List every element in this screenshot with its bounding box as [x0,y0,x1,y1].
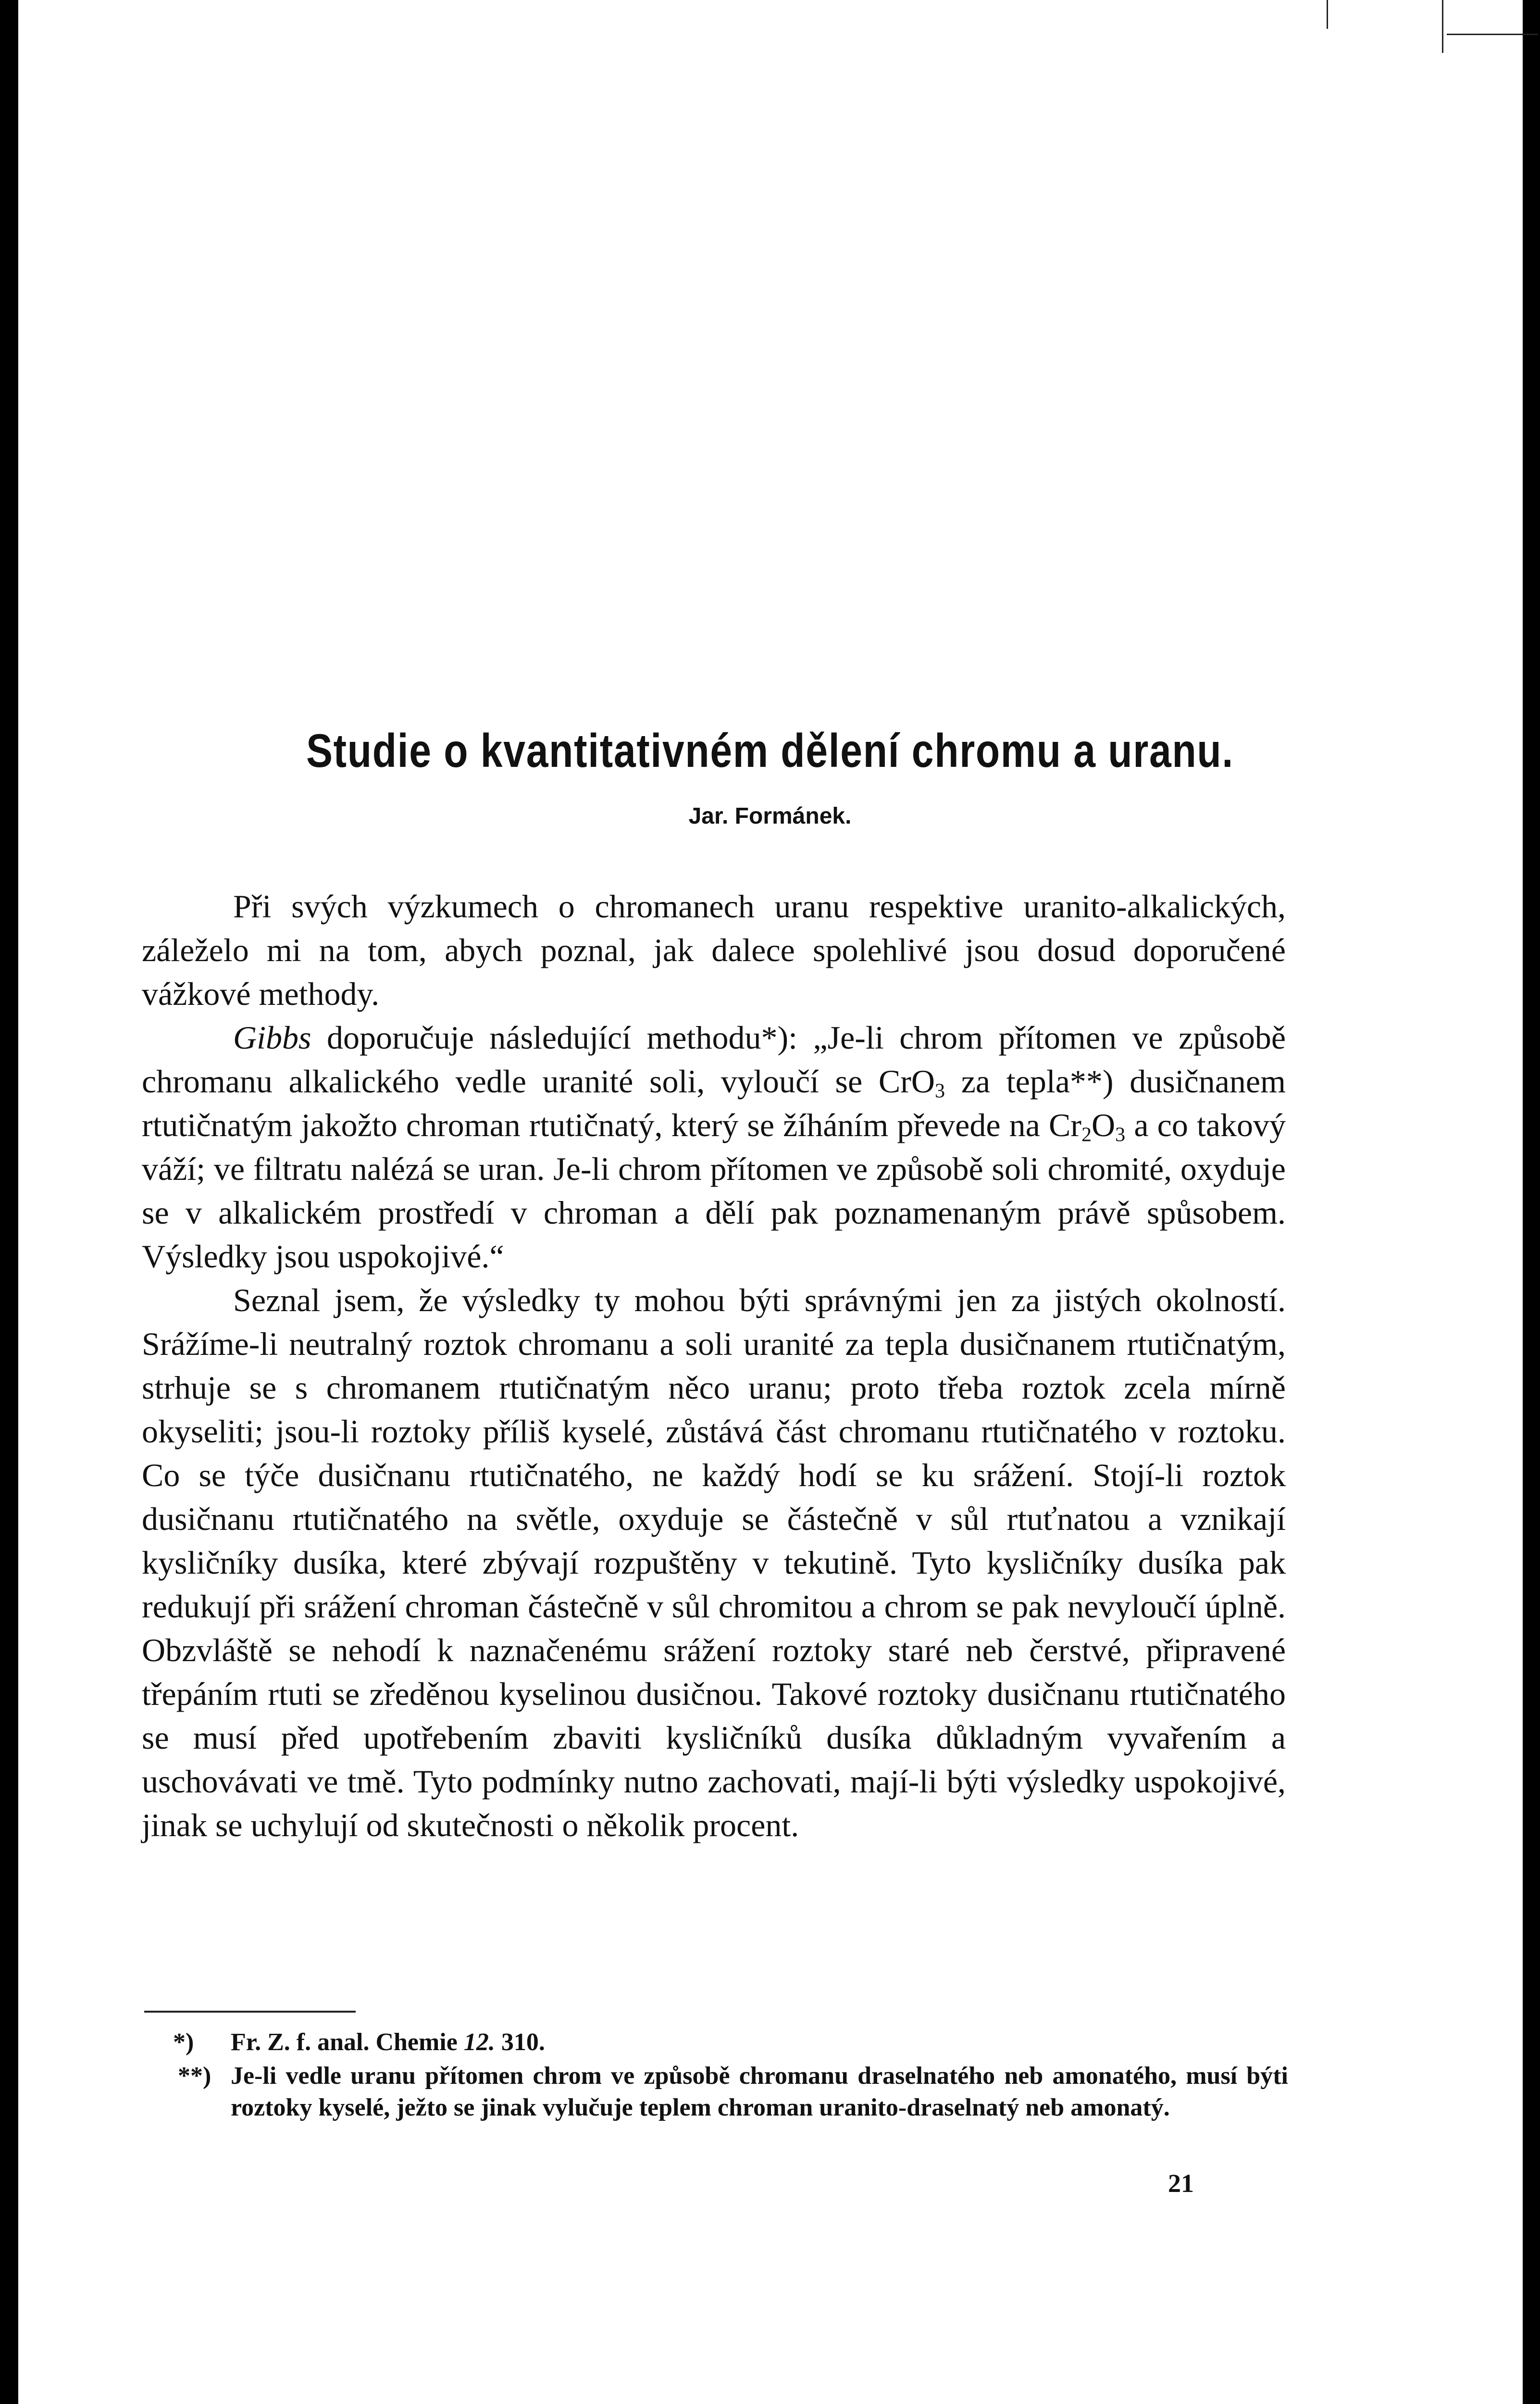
edge-mark [1442,0,1443,53]
author-reference: Gibbs [233,1019,311,1056]
footnote: *) Fr. Z. f. anal. Chemie 12. 310. [142,2027,1288,2058]
article-body [142,885,1286,1847]
paragraph-1: Při svých výzkumech o chromanech uranu respektive uranito-alkalických, záleželo mi na tom, abych poznal, jak dalece spolehlivé jsou dosud doporučené vážkové methody. [142,888,1286,1012]
footnote-mark: *) [173,2028,194,2056]
page-number: 21 [1168,2169,1194,2198]
paragraph-3: Seznal jsem, že výsledky ty mohou býti správnými jen za jistých okolností. Srážíme-li neutralný roztok chromanu a soli uranité za tepla dusičnanem rtutičnatým, strhuje se s chromanem rtutičnatým něco uranu; proto třeba roztok zcela mírně okyseliti; jsou-li roztoky příliš kyselé, zůstává část chromanu rtutičnatého v roztoku. Co se týče dusičnanu rtutičnatého, ne každý hodí se ku srážení. Stojí-li roztok dusičnanu rtutičnatého na světle, oxyduje se částečně v sůl rtuťnatou a vznikají kysličníky dusíka, které zbývají rozpuštěny v tekutině. Tyto kysličníky dusíka pak redukují při srážení chroman částečně v sůl chromitou a chrom se pak nevyloučí úplně. Obzvláště se nehodí k naznačenému srážení roztoky staré neb čerstvé, připravené třepáním rtuti se zředěnou kyselinou dusičnou. Takové roztoky dusičnanu rtutičnatého se musí před upotřebením zbaviti kysličníků dusíka důkladným vyvařením a uschovávati ve tmě. Tyto podmínky nutno zachovati, mají-li býti výsledky uspokojivé, jinak se uchylují od skutečnosti o několik procent. [142,1282,1286,1843]
footnotes [142,2027,1288,2126]
author: Jar. Formánek. [688,803,852,829]
edge-mark [1327,0,1328,29]
paragraph-2: Gibbs doporučuje následující methodu*): „Je-li chrom přítomen ve způsobě chromanu alkalického vedle uranité soli, vyloučí se CrO$_3$ za tepla**) dusičnanem rtutičnatým jakožto chroman rtutičnatý, který se žíháním převede na $Cr_2O_3$ a co takový váží; ve filtratu nalézá se uran. Je-li chrom přítomen ve způsobě soli chromité, oxyduje se v alkalickém prostředí v chroman a dělí pak poznamenaným právě spůsobem. Výsledky jsou uspokojivé.“ [142,1019,1286,1275]
edge-mark [1447,34,1538,35]
footnote: **) Je-li vedle uranu přítomen chrom ve způsobě chromanu draselnatého neb amonatého, musí býti roztoky kyselé, ježto se jinak vylučuje teplem chroman uranito-draselnatý neb amonatý. [142,2060,1288,2124]
page-title: Studie o kvantitativném dělení chromu a uranu. [306,724,1234,777]
footnote-mark: **) [178,2062,211,2090]
footnote-divider [144,2011,356,2013]
